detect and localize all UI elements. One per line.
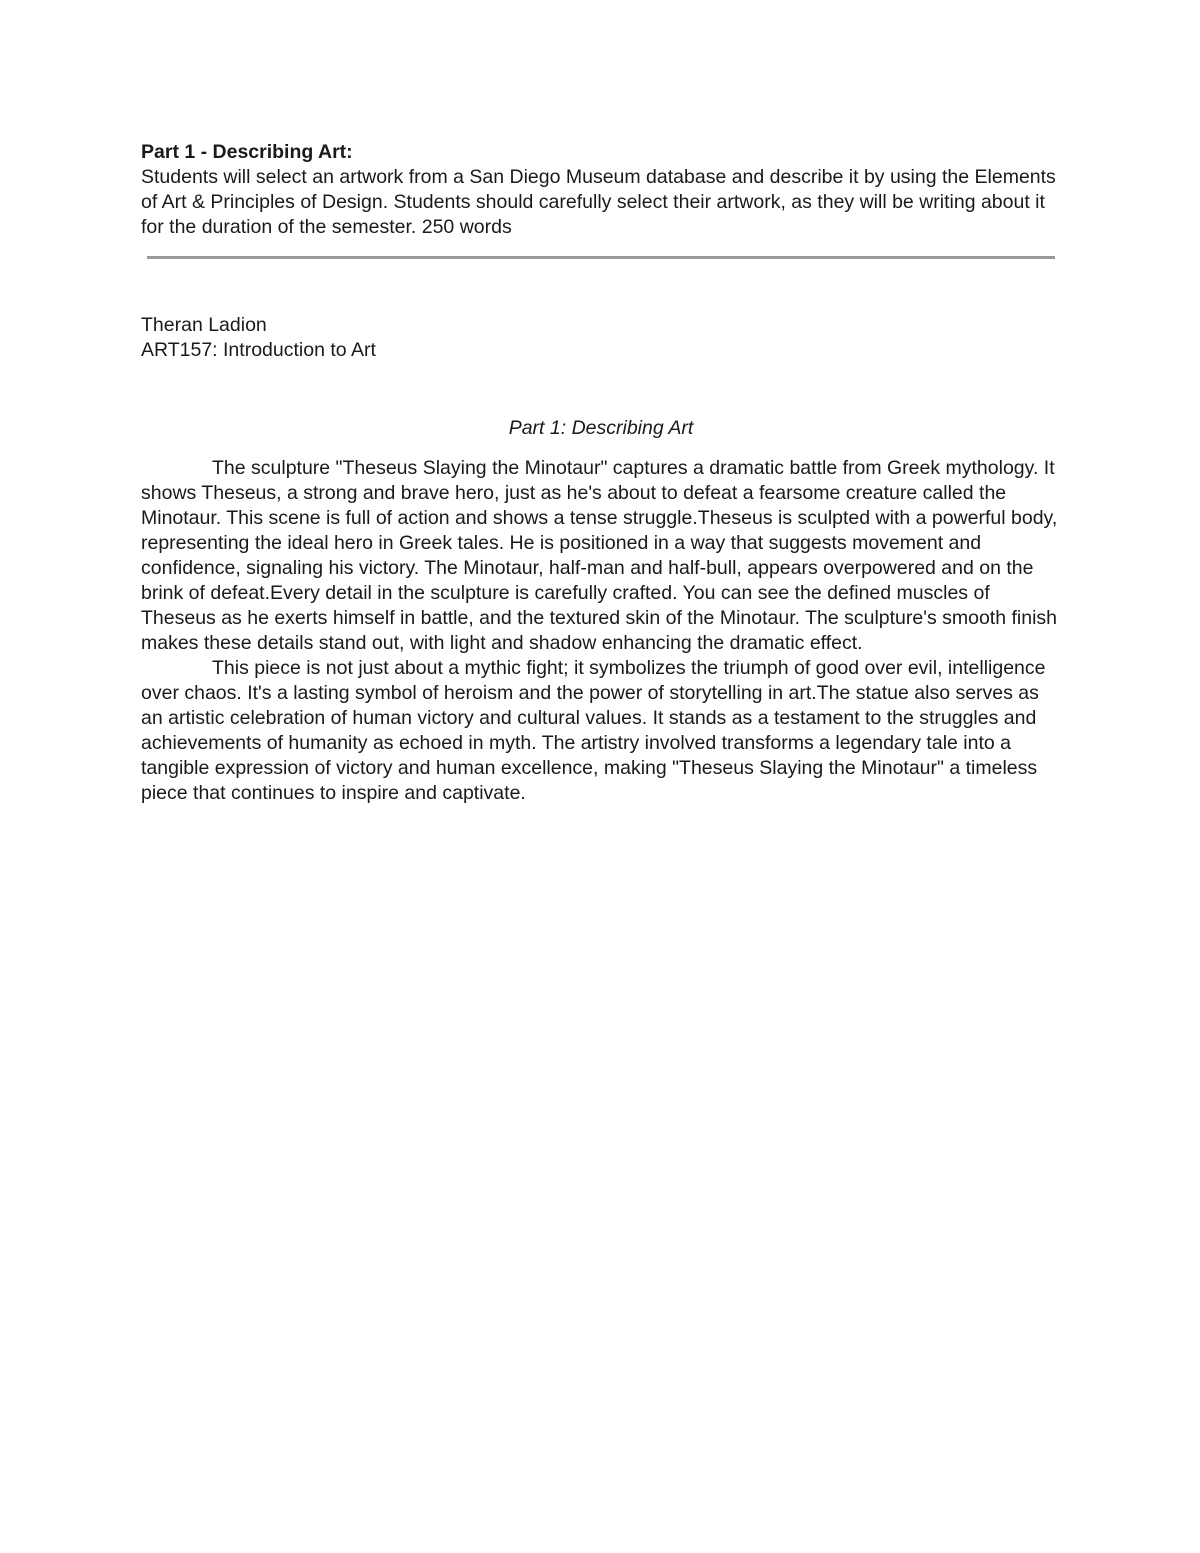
prompt-title: Part 1 - Describing Art: bbox=[141, 141, 353, 163]
essay-title: Part 1: Describing Art bbox=[508, 417, 694, 439]
assignment-prompt bbox=[141, 140, 1061, 240]
essay-paragraph: The sculpture "Theseus Slaying the Minotaur" captures a dramatic battle from Greek mythology. It shows Theseus, a strong and brave hero, just as he's about to defeat a fearsome creature called the Minotaur. This scene is full of action and shows a tense struggle.Theseus is sculpted with a powerful body, representing the ideal hero in Greek tales. He is positioned in a way that suggests movement and confidence, signaling his victory. The Minotaur, half-man and half-bull, appears overpowered and on the brink of defeat.Every detail in the sculpture is carefully crafted. You can see the defined muscles of Theseus as he exerts himself in battle, and the textured skin of the Minotaur. The sculpture's smooth finish makes these details stand out, with light and shadow enhancing the dramatic effect. bbox=[141, 457, 1058, 654]
author-name: Theran Ladion bbox=[141, 314, 267, 336]
essay-paragraph: This piece is not just about a mythic fight; it symbolizes the triumph of good over evil, intelligence over chaos. It's a lasting symbol of heroism and the power of storytelling in art.The statue also serves as an artistic celebration of human victory and cultural values. It stands as a testament to the struggles and achievements of humanity as echoed in myth. The artistry involved transforms a legendary tale into a tangible expression of victory and human excellence, making "Theseus Slaying the Minotaur" a timeless piece that continues to inspire and captivate. bbox=[141, 657, 1046, 804]
essay-body bbox=[141, 456, 1061, 806]
horizontal-divider bbox=[147, 256, 1055, 259]
course-name: ART157: Introduction to Art bbox=[141, 339, 376, 361]
document-content bbox=[141, 140, 1061, 806]
author-block bbox=[141, 313, 1061, 363]
prompt-text: Students will select an artwork from a San Diego Museum database and describe it by using the Elements of Art & Principles of Design. Students should carefully select their artwork, as they will be writing about it for the duration of the semester. 250 words bbox=[141, 166, 1056, 238]
